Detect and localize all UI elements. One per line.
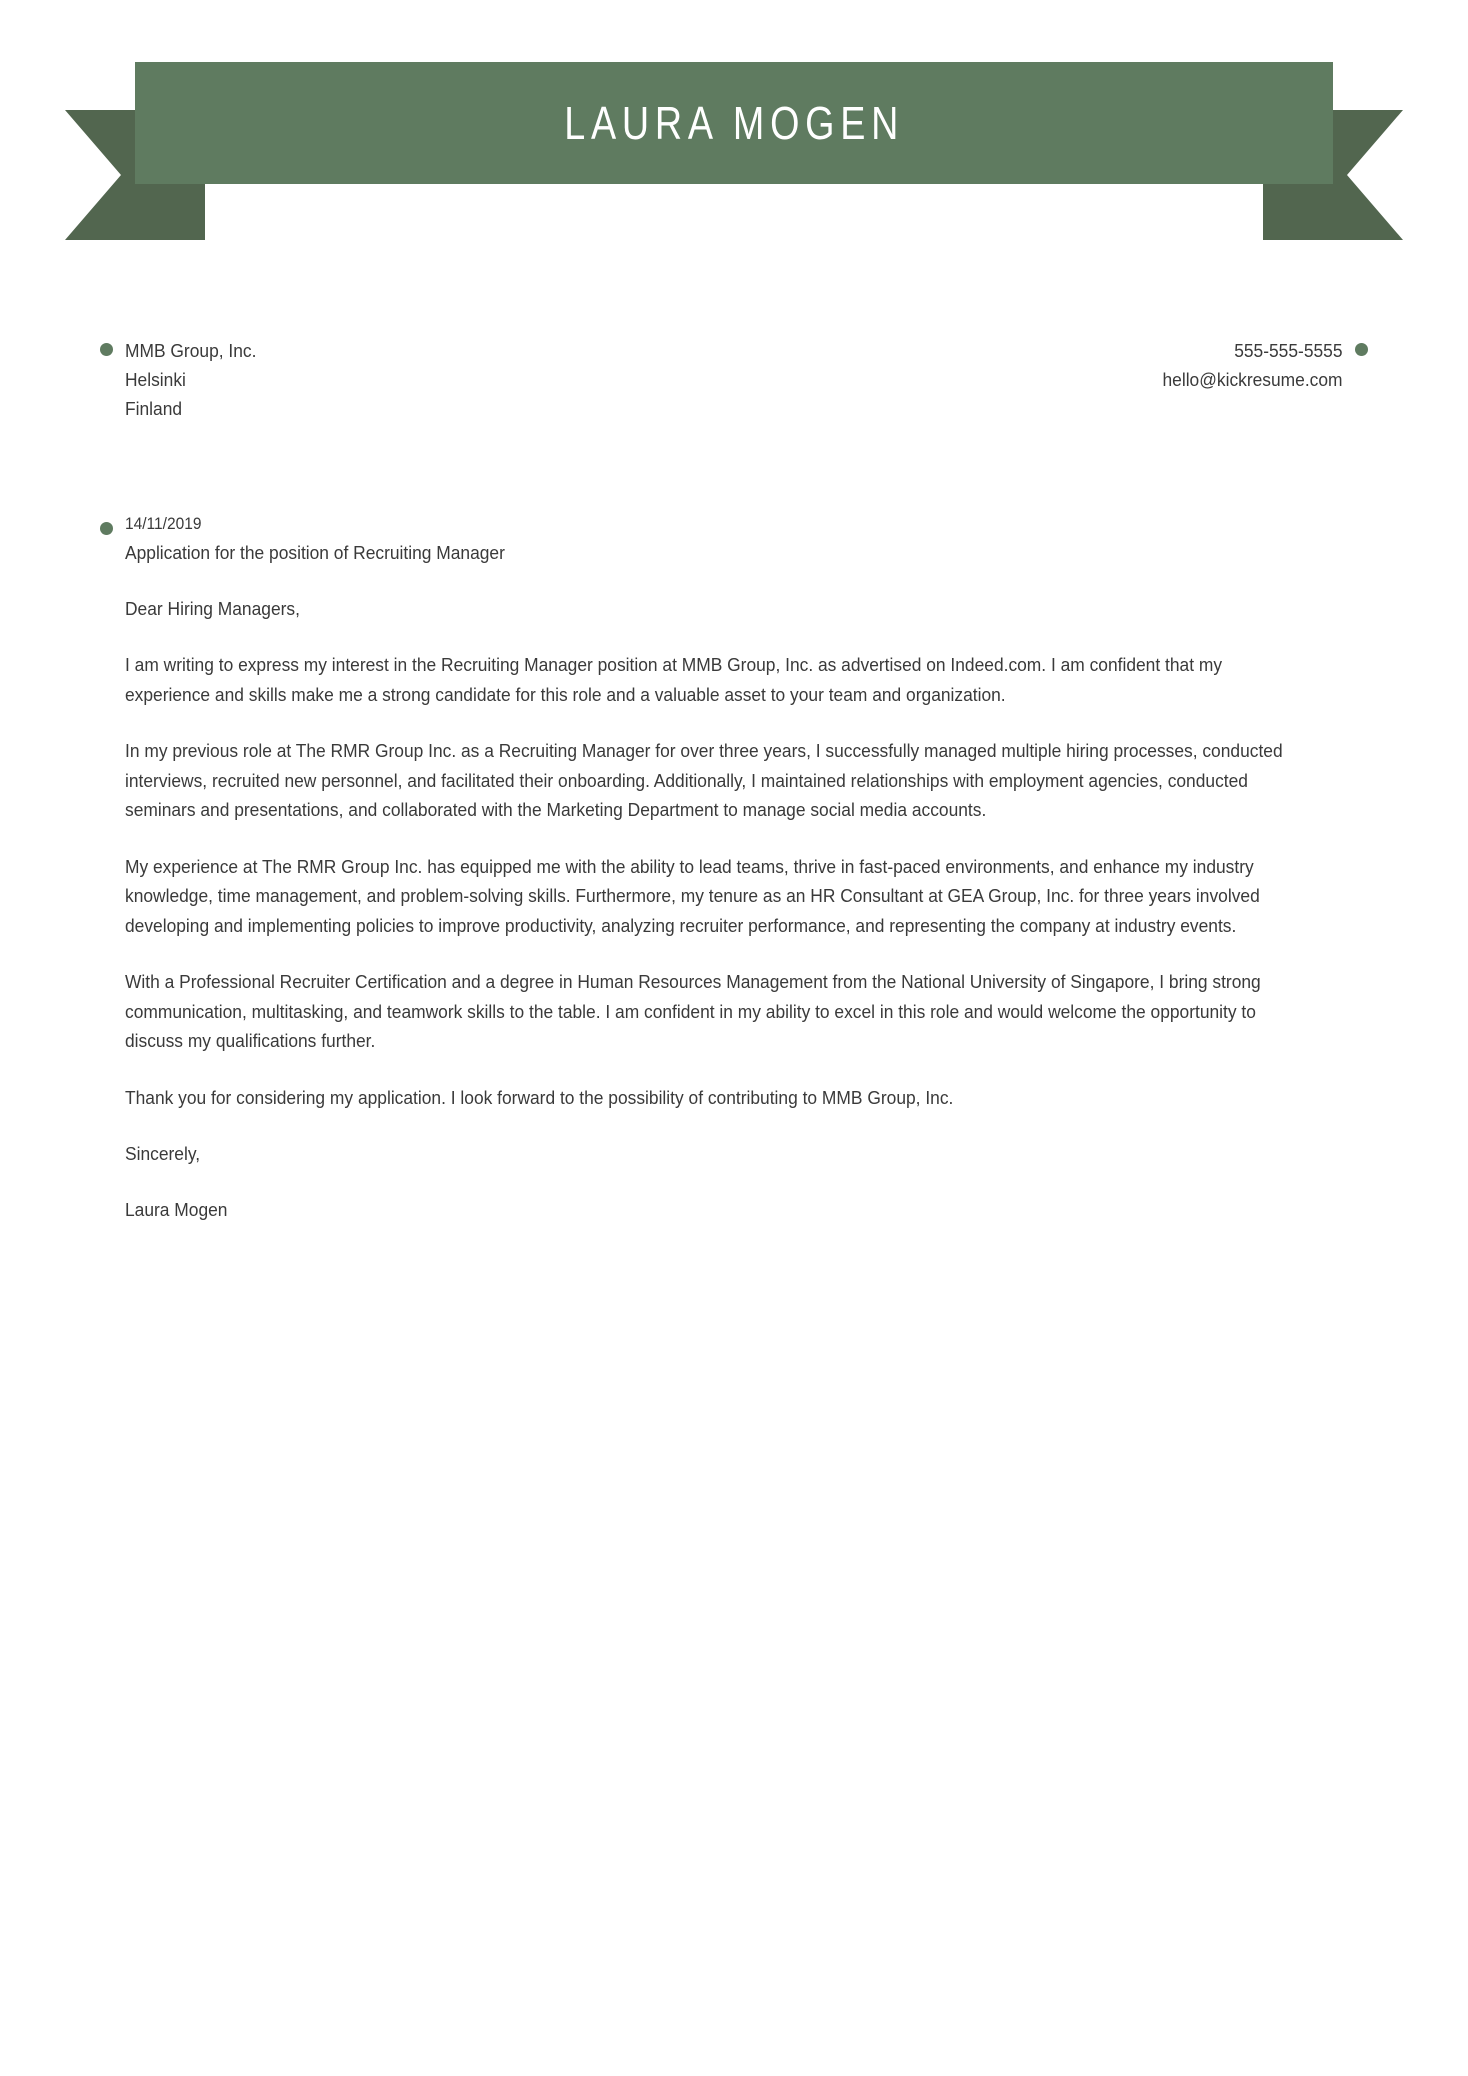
- header-ribbon: [0, 62, 1468, 184]
- letter-paragraph: In my previous role at The RMR Group Inc. as a Recruiting Manager for over three years, I successfully managed multiple hiring processes, conducted interviews, recruited new personnel, and facilitated their onboarding. Additionally, I maintained relationships with employment agencies, conducted seminars and presentations, and collaborated with the Marketing Department to manage social media accounts.: [125, 740, 1283, 820]
- sender-block: [1151, 336, 1343, 394]
- recipient-country: Finland: [125, 398, 183, 419]
- letter-date: 14/11/2019: [125, 515, 202, 533]
- letter-paragraph: My experience at The RMR Group Inc. has equipped me with the ability to lead teams, thrive in fast-paced environments, and enhance my industry knowledge, time management, and problem-solving skills. Furthermore, my tenure as an HR Consultant at GEA Group, Inc. for three years involved developing and implementing policies to improve productivity, analyzing recruiter performance, and representing the company at industry events.: [125, 855, 1260, 936]
- date-bullet-icon: [100, 522, 113, 535]
- letter-paragraph: Thank you for considering my application. I look forward to the possibility of contributing to MMB Group, Inc.: [125, 1086, 954, 1108]
- letter-signature: Laura Mogen: [125, 1199, 228, 1220]
- letter-closing: Sincerely,: [125, 1143, 201, 1164]
- recipient-company: MMB Group, Inc.: [125, 340, 257, 361]
- letter-paragraph: With a Professional Recruiter Certification and a degree in Human Resources Management from the National University of Singapore, I bring strong communication, multitasking, and teamwork skills to the table. I am confident in my ability to excel in this role and would welcome the opportunity to discuss my qualifications further.: [125, 971, 1261, 1051]
- ribbon-body: [135, 62, 1333, 184]
- letter-body: [125, 512, 1305, 1224]
- letter-salutation: Dear Hiring Managers,: [125, 598, 300, 619]
- sender-phone: 555-555-5555: [1234, 340, 1343, 361]
- recipient-city: Helsinki: [125, 369, 186, 390]
- applicant-name: LAURA MOGEN: [564, 97, 904, 149]
- contact-row: [0, 336, 1468, 446]
- letter-subject: Application for the position of Recruiting Manager: [125, 542, 505, 563]
- letter-paragraph: I am writing to express my interest in the Recruiting Manager position at MMB Group, Inc. as advertised on Indeed.com. I am confident that my experience and skills make me a strong candidate for this role and a valuable asset to your team and organization.: [125, 654, 1223, 705]
- recipient-block: [125, 336, 265, 423]
- sender-email: hello@kickresume.com: [1162, 369, 1343, 390]
